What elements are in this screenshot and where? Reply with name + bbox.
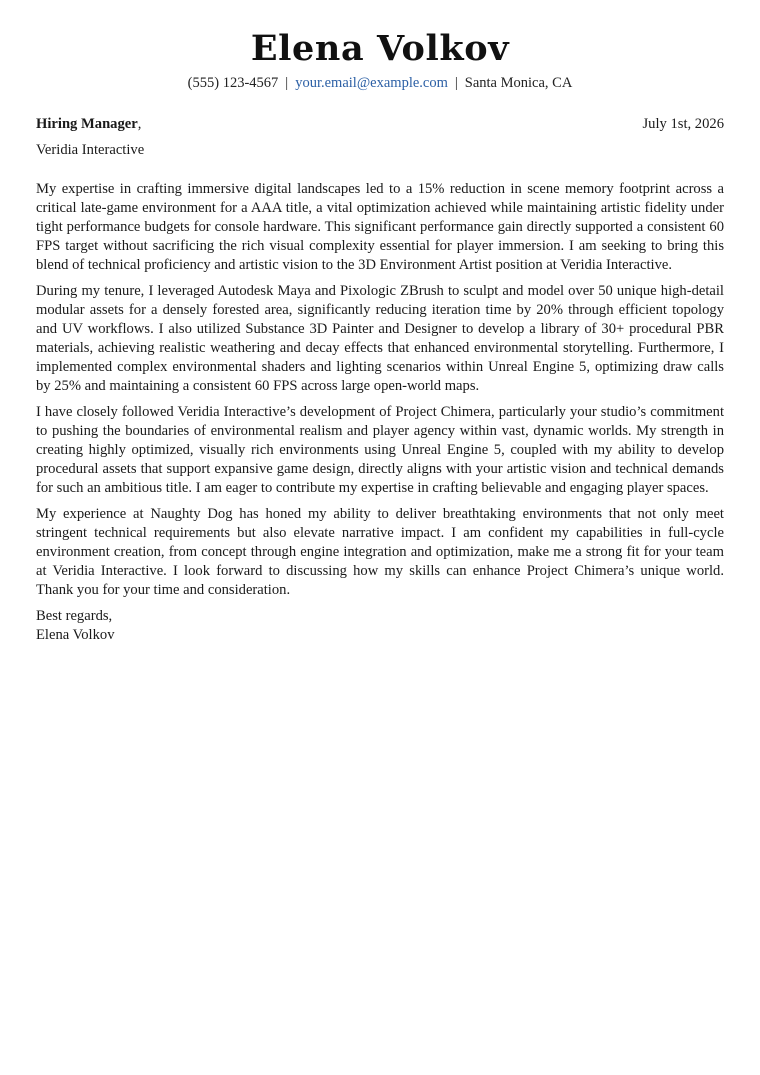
recipient-name: Hiring Manager <box>36 116 138 132</box>
closing-phrase: Best regards, <box>36 608 113 624</box>
letter-body <box>36 180 724 600</box>
recipient-comma: , <box>137 116 142 132</box>
cover-letter-page <box>36 0 724 645</box>
body-paragraph: My expertise in crafting immersive digital landscapes led to a 15% reduction in scene memory footprint across a critical late-game environment for a AAA title, a vital optimization achieved while maintaining artistic fidelity under tight performance budgets for console hardware. This significant performance gain directly supported a consistent 60 FPS target without sacrificing the rich visual complexity essential for player immersion. I am seeking to bring this blend of technical proficiency and artistic vision to the 3D Environment Artist position at Veridia Interactive. <box>36 181 724 273</box>
body-paragraph: My experience at Naughty Dog has honed my ability to deliver breathtaking environments that not only meet stringent technical requirements but also elevate narrative impact. I am confident my capabilities in full-cycle environment creation, from concept through engine integration and optimization, make me a strong fit for your team at Veridia Interactive. I look forward to discussing how my skills can enhance Project Chimera’s unique world. Thank you for your time and consideration. <box>36 506 724 598</box>
body-paragraph: I have closely followed Veridia Interactive’s development of Project Chimera, particularly your studio’s commitment to pushing the boundaries of environmental realism and player agency within vast, dynamic worlds. My strength in creating highly optimized, visually rich environments using Unreal Engine 5, coupled with my ability to develop procedural assets that support expansive game design, directly aligns with your artistic vision and technical demands for such an ambitious title. I am eager to contribute my expertise in crafting believable and engaging player spaces. <box>36 404 724 496</box>
contact-separator: | <box>454 75 458 91</box>
location: Santa Monica, CA <box>464 75 573 91</box>
contact-line <box>36 73 724 93</box>
closing-block <box>36 607 724 645</box>
email-link[interactable]: your.email@example.com <box>295 75 448 91</box>
applicant-name: Elena Volkov <box>250 28 510 69</box>
body-paragraph: During my tenure, I leveraged Autodesk Maya and Pixologic ZBrush to sculpt and model over 50 unique high-detail modular assets for a densely forested area, significantly reducing iteration time by 20% through efficient topology and UV workflows. I also utilized Substance 3D Painter and Designer to develop a library of 30+ procedural PBR materials, achieving realistic weathering and decay effects that enhanced environmental storytelling. Furthermore, I implemented complex environmental shaders and lighting scenarios within Unreal Engine 5, optimizing draw calls by 25% and maintaining a consistent 60 FPS across large open-world maps. <box>36 283 724 394</box>
phone-number: (555) 123-4567 <box>187 75 279 91</box>
salutation-row <box>36 114 724 134</box>
signature-name: Elena Volkov <box>36 627 115 643</box>
company-name: Veridia Interactive <box>36 142 145 158</box>
letter-date: July 1st, 2026 <box>642 116 724 132</box>
contact-separator: | <box>285 75 289 91</box>
recipient-block <box>36 114 141 134</box>
